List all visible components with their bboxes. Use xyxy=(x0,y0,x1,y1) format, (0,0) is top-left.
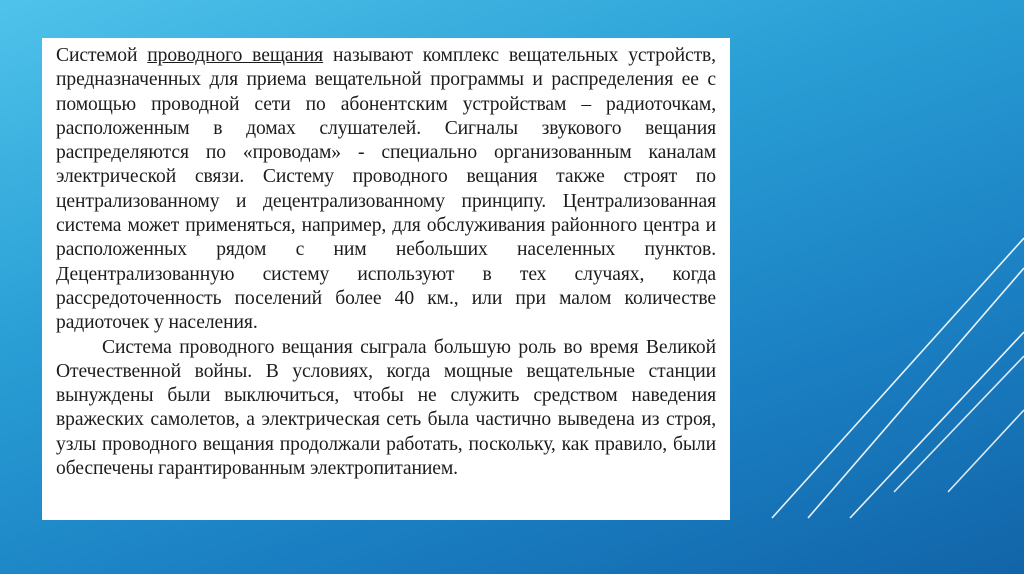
deco-line xyxy=(850,332,1024,518)
deco-line xyxy=(948,410,1024,492)
paragraph-2: Система проводного вещания сыграла большую роль во время Великой Отечественной войны. В условиях, когда мощные вещательные станции вынуждены были выключиться, чтобы не служить средством наведения вражеских самолетов, а электрическая сеть была частично выведена из строя, узлы проводного вещания продолжали работать, поскольку, как правило, были обеспечены гарантированным электропитанием. xyxy=(56,336,716,480)
deco-line xyxy=(772,238,1024,518)
paragraph-1-rest: называют комплекс вещательных устройств, предназначенных для приема вещательной программы и распределения ее с помощью проводной сети по абонентским устройствам – радиоточкам, расположенным в домах слушателей. Сигналы звукового вещания распределяются по «проводам» - специально организованным каналам электрической связи. Систему проводного вещания также строят по централизованному и децентрализованному принципу. Централизованная система может применяться, например, для обслуживания районного центра и расположенных рядом с ним небольших населенных пунктов. Децентрализованную систему используют в тех случаях, когда рассредоточенность поселений более 40 км., или при малом количестве радиоточек у населения. xyxy=(56,45,716,334)
deco-line xyxy=(894,356,1024,492)
text-panel xyxy=(42,38,730,520)
deco-line xyxy=(808,268,1024,518)
paragraph-1 xyxy=(56,44,716,336)
paragraph-1-lead: Системой xyxy=(56,45,148,66)
underlined-term: проводного вещания xyxy=(147,45,324,66)
